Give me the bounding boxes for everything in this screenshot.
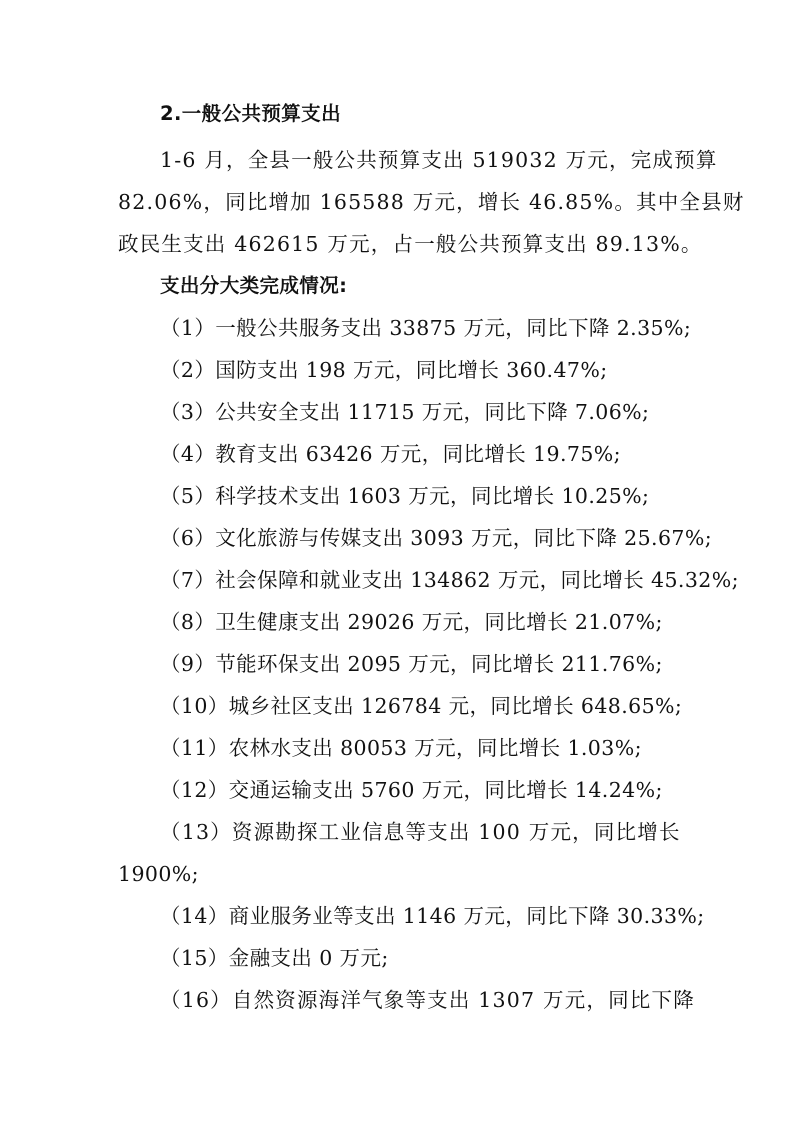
intro-line-1: 1-6 月，全县一般公共预算支出 519032 万元，完成预算 <box>160 148 718 172</box>
intro-line-3: 政民生支出 462615 万元，占一般公共预算支出 89.13%。 <box>118 232 703 256</box>
list-item: （15）金融支出 0 万元; <box>160 946 389 970</box>
subheading: 支出分大类完成情况: <box>160 274 348 297</box>
list-item: （12）交通运输支出 5760 万元，同比增长 14.24%; <box>160 778 663 802</box>
section-heading: 2.一般公共预算支出 <box>160 102 341 125</box>
list-item: （6）文化旅游与传媒支出 3093 万元，同比下降 25.67%; <box>160 526 713 550</box>
list-item: （8）卫生健康支出 29026 万元，同比增长 21.07%; <box>160 610 663 634</box>
list-item: （13）资源勘探工业信息等支出 100 万元，同比增长 <box>160 820 681 844</box>
intro-line-2: 82.06%，同比增加 165588 万元，增长 46.85%。其中全县财 <box>118 190 745 214</box>
list-item: （14）商业服务业等支出 1146 万元，同比下降 30.33%; <box>160 904 705 928</box>
list-item: （5）科学技术支出 1603 万元，同比增长 10.25%; <box>160 484 650 508</box>
list-item: （16）自然资源海洋气象等支出 1307 万元，同比下降 <box>160 988 695 1012</box>
list-item: （7）社会保障和就业支出 134862 万元，同比增长 45.32%; <box>160 568 739 592</box>
list-item: （2）国防支出 198 万元，同比增长 360.47%; <box>160 358 608 382</box>
list-item: （1）一般公共服务支出 33875 万元，同比下降 2.35%; <box>160 316 692 340</box>
list-item: （3）公共安全支出 11715 万元，同比下降 7.06%; <box>160 400 650 424</box>
list-item-continuation: 1900%; <box>118 862 199 886</box>
list-item: （4）教育支出 63426 万元，同比增长 19.75%; <box>160 442 621 466</box>
list-item: （10）城乡社区支出 126784 元，同比增长 648.65%; <box>160 694 683 718</box>
list-item: （11）农林水支出 80053 万元，同比增长 1.03%; <box>160 736 642 760</box>
list-item: （9）节能环保支出 2095 万元，同比增长 211.76%; <box>160 652 663 676</box>
